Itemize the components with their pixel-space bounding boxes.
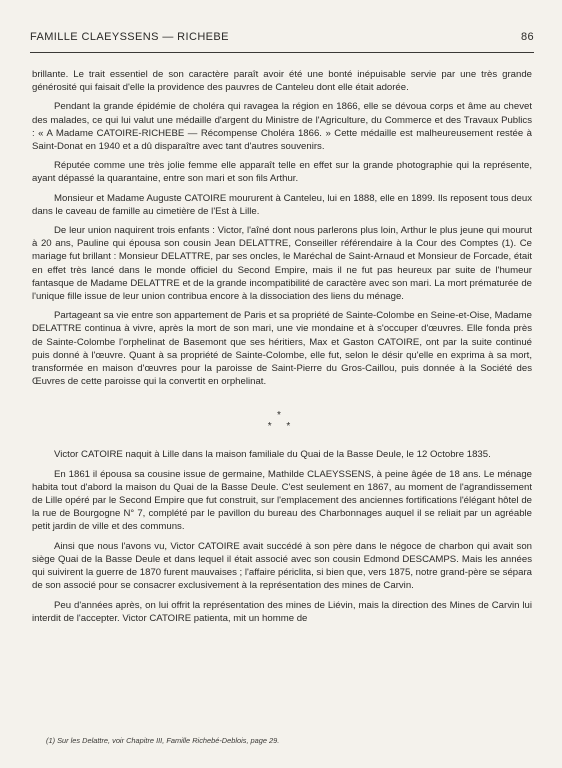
running-title: FAMILLE CLAEYSSENS — RICHEBE [30,31,229,43]
body-text [32,68,532,631]
section-separator [32,410,532,432]
page-header [30,31,534,43]
paragraph: De leur union naquirent trois enfants : Victor, l'aîné dont nous parlerons plus loin, Arthur le plus jeune qui mourut à 20 ans, Pauline qui épousa son cousin Jean DELATTRE, Conseiller référendaire à la Cour des Comptes (1). Ce mariage fut brillant : Monsieur DELATTRE, par ses oncles, le Maréchal de Saint-Arnaud et Monsieur de Forcade, était en effet très lancé dans le monde officiel du Second Empire, mais il ne fut pas heureux par suite de l'humeur fantasque de Madame DELATTRE et de la grande incompatibilité de caractère avec son mari. La mort prématurée de l'unique fille issue de leur union contribua encore à la dissociation des liens du ménage. [32,225,532,303]
header-rule [30,52,534,53]
paragraph: Peu d'années après, on lui offrit la représentation des mines de Liévin, mais la direction des Mines de Carvin lui interdit de l'accepter. Victor CATOIRE patienta, mit un homme de [32,599,532,624]
paragraph: Réputée comme une très jolie femme elle apparaît telle en effet sur la grande photographie qui la représente, ayant dépassé la quarantaine, entre son mari et son fils Arthur. [32,160,532,185]
paragraph: Victor CATOIRE naquit à Lille dans la maison familiale du Quai de la Basse Deule, le 12 Octobre 1835. [54,449,491,461]
paragraph: Partageant sa vie entre son appartement de Paris et sa propriété de Sainte-Colombe en Seine-et-Oise, Madame DELATTRE continua à vivre, après la mort de son mari, une vie mondaine et à s'occuper d'œuvres. Elle fonda près de Sainte-Colombe l'orphelinat de Basemont que ses héritiers, Max et Gaston CATOIRE, ont par la suite continué puis donné à l'œuvre. Quant à sa propriété de Sainte-Colombe, elle fut, selon le désir qu'elle en exprima à sa mort, transformée en maison d'œuvres pour la paroisse de Saint-Pierre du Gros-Caillou, puis donnée à la Société des Œuvres de cette paroisse qui la convertit en orphelinat. [32,310,532,388]
page-number: 86 [520,31,534,43]
paragraph: Ainsi que nous l'avons vu, Victor CATOIRE avait succédé à son père dans le négoce de charbon qui avait son siège Quai de la Basse Deule et dans lequel il était associé avec son cousin Edmond DESCAMPS. Mais les années qui suivirent la guerre de 1870 furent mauvaises ; l'affaire périclita, si bien que, vers 1875, notre grand-père se sépara de son associé pour se consacrer exclusivement à la représentation des mines de Carvin. [32,540,532,592]
separator-star-bottom: * * [267,421,297,433]
separator-star-top: * [277,410,287,422]
paragraph: Pendant la grande épidémie de choléra qui ravagea la région en 1866, elle se dévoua corps et âme au chevet des malades, ce qui lui valut une médaille d'argent du Ministre de l'Agriculture, du Commerce et des Travaux Publics : « A Madame CATOIRE-RICHEBE — Récompense Choléra 1866. » Cette médaille est malheureusement restée à Saint-Donat en 1940 et a dû disparaître avec tant d'autres souvenirs. [32,101,532,153]
footnote: (1) Sur les Delattre, voir Chapitre III, Famille Richebé-Deblois, page 29. [46,736,280,745]
paragraph: Monsieur et Madame Auguste CATOIRE moururent à Canteleu, lui en 1888, elle en 1899. Ils reposent tous deux dans le caveau de famille au cimetière de l'Est à Lille. [32,192,532,217]
paragraph: En 1861 il épousa sa cousine issue de germaine, Mathilde CLAEYSSENS, à peine âgée de 18 ans. Le ménage habita tout d'abord la maison du Quai de la Basse Deule. C'est seulement en 1867, au moment de l'agrandissement de Lille opéré par le Second Empire que fut construit, sur l'emplacement des anciennes fortifications l'élégant hôtel de la rue de Bourgogne N° 7, complété par le pavillon du bureau des Charbonnages auquel il se reliait par un agréable petit jardin de ville et des communs. [32,468,532,533]
paragraph: brillante. Le trait essentiel de son caractère paraît avoir été une bonté inépuisable servie par une très grande générosité qui faisait d'elle la providence des pauvres de Canteleu dont elle était adorée. [32,69,532,94]
